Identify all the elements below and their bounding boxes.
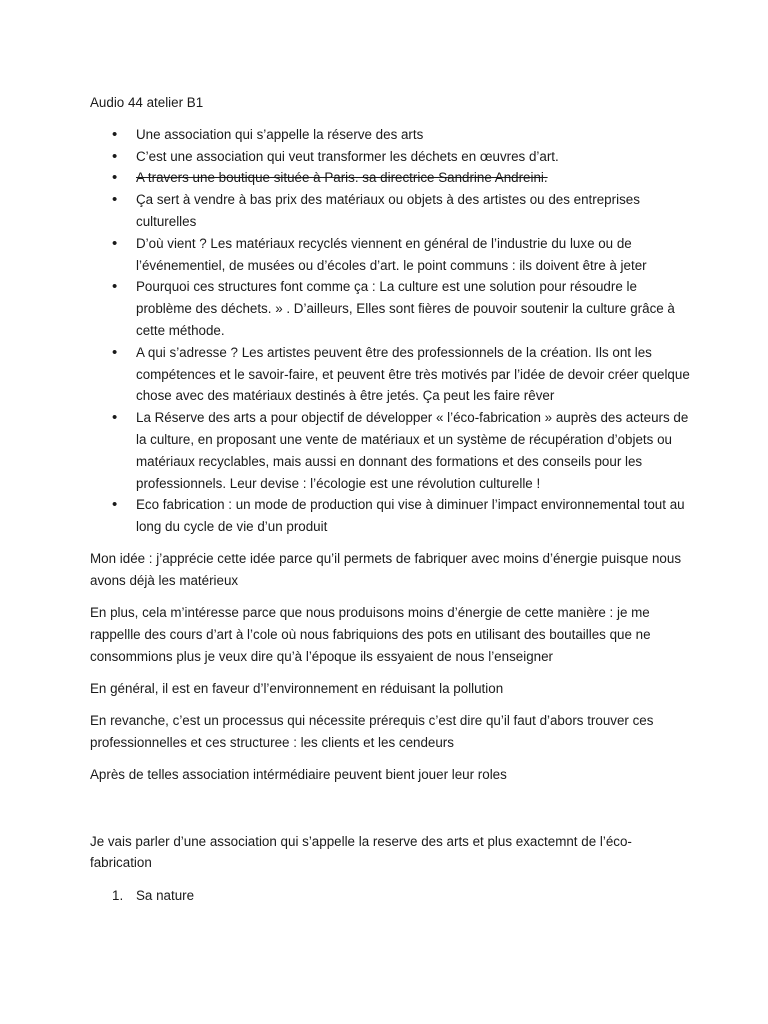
list-item: • Une association qui s’appelle la réserve des arts (90, 124, 690, 146)
numbered-item (90, 885, 690, 907)
paragraph-conclusion: Après de telles association intérmédiaire peuvent bient jouer leur roles (90, 767, 507, 783)
list-item: • Pourquoi ces structures font comme ça : La culture est une solution pour résoudre le problème des déchets. » . D’ailleurs, Elles sont fières de pouvoir soutenir la culture grâce à cette méthode. (90, 276, 690, 341)
list-item: • La Réserve des arts a pour objectif de développer « l’éco-fabrication » auprès des acteurs de la culture, en proposant une vente de matériaux et un système de récupération d’objets ou matériaux recyclables, mais aussi en donnant des formations et des conseils pour les professionnels. Leur devise : l’écologie est une révolution culturelle ! (90, 407, 690, 494)
numbered-item-text: Sa nature (136, 887, 195, 903)
list-item: • Ça sert à vendre à bas prix des matériaux ou objets à des artistes ou des entreprises culturelles (90, 189, 690, 233)
paragraph-general: En général, il est en faveur d’l’environnement en réduisant la pollution (90, 680, 504, 696)
document-title: Audio 44 atelier B1 (90, 95, 204, 110)
paragraph-intro: Je vais parler d’une association qui s’appelle la reserve des arts et plus exactemnt de l’éco-fabrication (90, 833, 632, 871)
list-item: • C’est une association qui veut transformer les déchets en œuvres d’art. (90, 146, 690, 168)
paragraph-additional: En plus, cela m’intéresse parce que nous produisons moins d’énergie de cette manière : je me rappellle des cours d’art à l’cole où nous fabriquions des pots en utilisant des boutailles que ne consommions plus je veux dire qu’à l’époque ils essyaient de nous l’enseigner (90, 605, 651, 664)
document-page (90, 92, 690, 907)
numbered-list (90, 885, 690, 907)
numbered-item-number: 1. (112, 887, 124, 903)
list-item: • A qui s’adresse ? Les artistes peuvent être des professionnels de la création. Ils ont les compétences et le savoir-faire, et peuvent être très motivés par l’idée de devoir créer quelque chose avec des matériaux destinés à être jetés. Ça peut les faire rêver (90, 342, 690, 407)
blank-line (90, 797, 690, 831)
list-item: • Eco fabrication : un mode de production qui vise à diminuer l’impact environnemental tout au long du cycle de vie d’un produit (90, 494, 690, 538)
list-item: • D’où vient ? Les matériaux recyclés viennent en général de l’industrie du luxe ou de l’événementiel, de musées ou d’écoles d’art. le point communs : ils doivent être à jeter (90, 233, 690, 277)
notes-bullet-list (90, 124, 690, 538)
paragraph-opinion: Mon idée : j’apprécie cette idée parce qu’il permets de fabriquer avec moins d’énergie puisque nous avons déjà les matérieux (90, 550, 682, 588)
list-item-struck: • A travers une boutique située à Paris. sa directrice Sandrine Andreini. (90, 167, 690, 189)
paragraph-however: En revanche, c’est un processus qui nécessite prérequis c’est dire qu’il faut d’abors trouver ces professionnelles et ces structuree : les clients et les cendeurs (90, 713, 654, 751)
